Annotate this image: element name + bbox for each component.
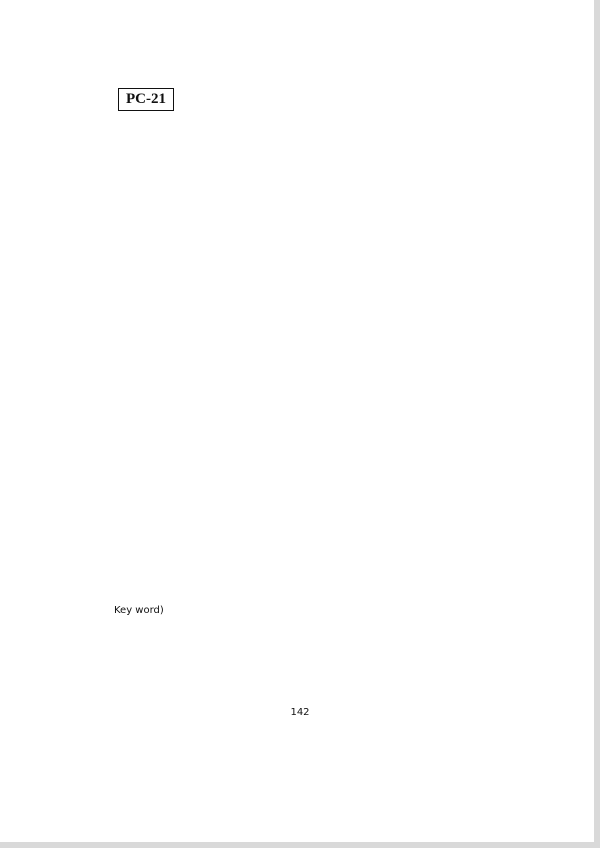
session-code-label: PC-21 — [118, 88, 174, 111]
abstract-body — [114, 252, 492, 578]
keywords-label: Key word) — [114, 605, 164, 616]
page-number: 142 — [290, 707, 310, 718]
keywords-line — [114, 605, 492, 616]
page-edge-bottom — [0, 842, 600, 848]
page-edge-right — [594, 0, 600, 848]
